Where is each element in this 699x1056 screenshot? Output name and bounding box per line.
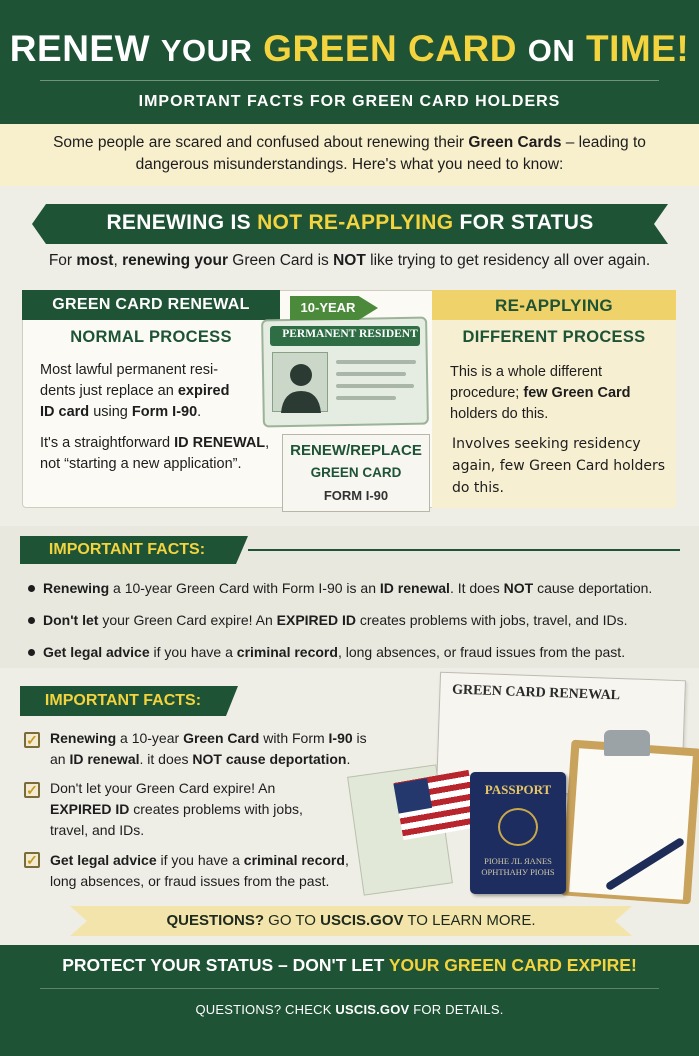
card-line [336, 360, 416, 364]
form-box-line-1: RENEW/REPLACE [290, 442, 422, 459]
intro-text: Some people are scared and confused about renewing their Green Cards – leading to dangerous misunderstandings. Here's what you need to know: [53, 134, 646, 173]
fact-item: Don't let your Green Card expire! An EXPIRED ID creates problems with jobs, travel, and IDs. [28, 612, 698, 628]
checkbox-icon: ✓ [24, 782, 40, 798]
reapplying-subtitle: DIFFERENT PROCESS [462, 328, 646, 346]
renewal-subtitle: NORMAL PROCESS [70, 328, 232, 346]
reapplying-title: RE-APPLYING [495, 296, 613, 315]
fact-item: Get legal advice if you have a criminal record, long absences, or fraud issues from the past. [50, 852, 349, 889]
page-subtitle: IMPORTANT FACTS FOR GREEN CARD HOLDERS [138, 93, 561, 110]
passport-title: PASSPORT [484, 782, 552, 797]
fact-item: Renewing a 10-year Green Card with Form I-90 is an ID renewal. it does NOT cause deportation. [50, 730, 367, 767]
renewal-paragraph-1: Most lawful permanent resi-dents just replace an expired ID card using Form I-90. [40, 362, 230, 420]
fact-item: Don't let your Green Card expire! An EXPIRED ID creates problems with jobs, travel, and IDs. [50, 780, 303, 838]
fact-item: Renewing a 10-year Green Card with Form I-90 is an ID renewal. It does NOT cause deportation. [28, 580, 698, 596]
bullet-icon [28, 649, 35, 656]
green-card-header-text: PERMANENT RESIDENT [282, 328, 418, 340]
facts-1-divider [248, 549, 680, 551]
fact-item: Get legal advice if you have a criminal record, long absences, or fraud issues from the past. [28, 644, 698, 660]
checkbox-icon: ✓ [24, 732, 40, 748]
section-ribbon-title: RENEWING IS NOT RE-APPLYING FOR STATUS [106, 211, 594, 234]
checkbox-icon: ✓ [24, 852, 40, 868]
clipboard-clip [604, 730, 650, 756]
form-box-line-2: GREEN CARD [310, 465, 402, 480]
card-line [336, 396, 396, 400]
footer-divider [40, 988, 659, 989]
renewal-form-title: GREEN CARD RENEWAL [451, 682, 621, 704]
card-line [336, 384, 414, 388]
person-silhouette-icon [272, 352, 328, 412]
facts-1-title: IMPORTANT FACTS: [48, 541, 206, 558]
lead-text: For most, renewing your Green Card is NOT like trying to get residency all over again. [48, 252, 651, 269]
bullet-icon [28, 585, 35, 592]
ten-year-label: 10-YEAR [300, 300, 356, 315]
form-box-line-3: FORM I-90 [323, 488, 389, 503]
renewal-paragraph-2: It's a straightforward ID RENEWAL, not “starting a new application”. [40, 435, 270, 472]
facts-2-title: IMPORTANT FACTS: [44, 692, 202, 709]
card-line [336, 372, 406, 376]
passport-subtext: PIOHE ЛL ЯANES ОPНТНАНУ PIOHS [481, 856, 555, 877]
header-divider [40, 80, 659, 81]
footer-headline: PROTECT YOUR STATUS – DON'T LET YOUR GREEN CARD EXPIRE! [62, 955, 637, 975]
renewal-title: GREEN CARD RENEWAL [52, 296, 250, 313]
reapplying-paragraph-2: Involves seeking residency again, few Green Card holders do this. [452, 436, 666, 496]
page-title: RENEW YOUR GREEN CARD ON TIME! [9, 28, 690, 69]
footer-subtext: QUESTIONS? CHECK USCIS.GOV FOR DETAILS. [195, 1002, 504, 1017]
us-flag-canton [393, 778, 432, 813]
passport-seal-icon [498, 808, 538, 846]
questions-text: QUESTIONS? GO TO USCIS.GOV TO LEARN MORE. [166, 912, 536, 929]
bullet-icon [28, 617, 35, 624]
reapplying-paragraph-1: This is a whole different procedure; few Green Card holders do this. [450, 364, 631, 422]
